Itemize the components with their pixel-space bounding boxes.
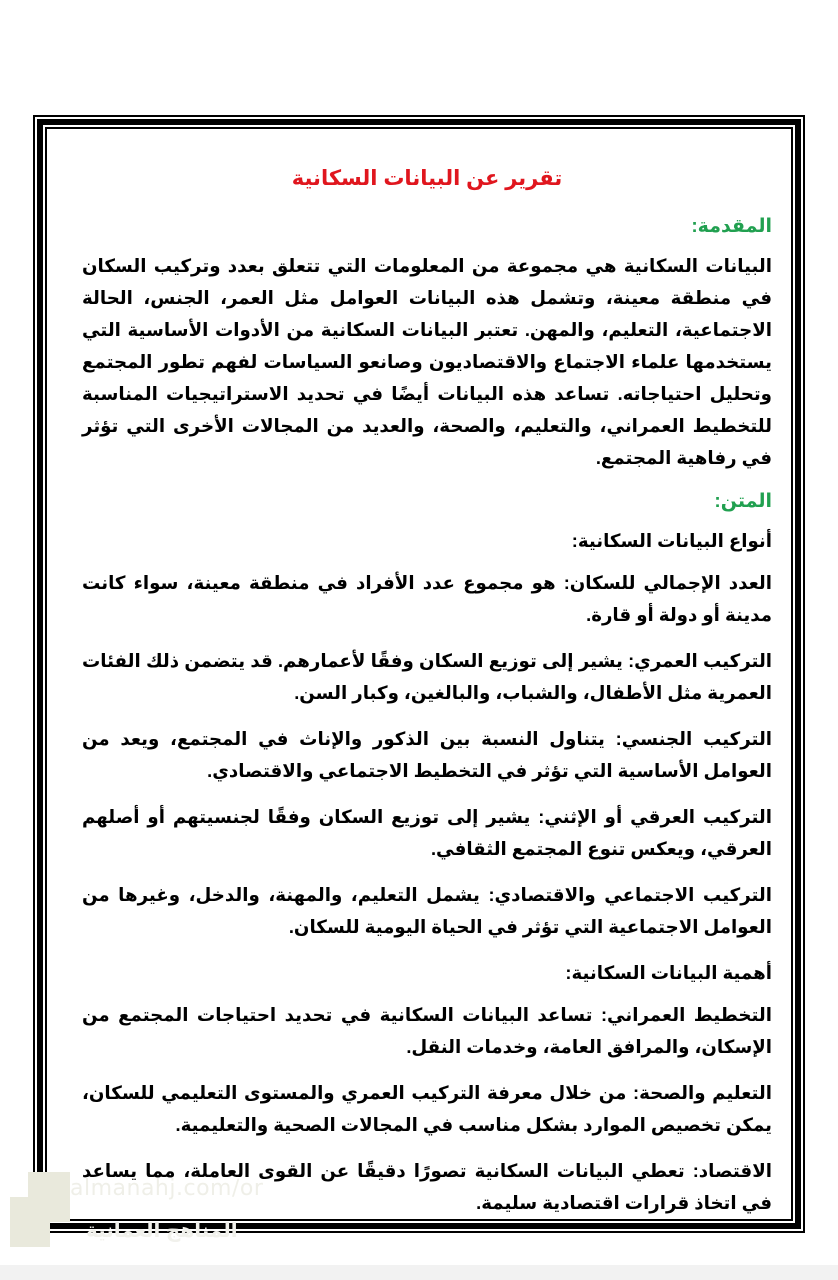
importance-text: من خلال معرفة التركيب العمري والمستوى التعليمي للسكان، يمكن تخصيص الموارد بشكل مناسب في المجالات الصحية والتعليمية. (82, 1083, 772, 1135)
bottom-strip (0, 1265, 838, 1280)
type-text: يتناول النسبة بين الذكور والإناث في المجتمع، ويعد من العوامل الأساسية التي تؤثر في التخطيط الاجتماعي والاقتصادي. (82, 729, 772, 781)
type-term: التركيب العرقي أو الإثني: (538, 807, 772, 827)
watermark-arabic: المناهج العمانية (86, 1220, 238, 1242)
type-item-total-population (82, 567, 772, 631)
type-term: التركيب الجنسي: (615, 729, 773, 749)
document-title: تقرير عن البيانات السكانية (291, 167, 563, 190)
importance-text: تعطي البيانات السكانية تصورًا دقيقًا عن القوى العاملة، مما يساعد في اتخاذ قرارات اقتصادية سليمة. (82, 1161, 772, 1213)
intro-paragraph: البيانات السكانية هي مجموعة من المعلومات التي تتعلق بعدد وتركيب السكان في منطقة معينة، وتشمل هذه البيانات العوامل مثل العمر، الجنس، الحالة الاجتماعية، التعليم، والمهن. تعتبر البيانات السكانية من الأدوات الأساسية التي يستخدمها علماء الاجتماع والاقتصاديون وصانعو السياسات لفهم تطور المجتمع وتحليل احتياجاته. تساعد هذه البيانات أيضًا في تحديد الاستراتيجيات المناسبة للتخطيط العمراني، والتعليم، والصحة، والعديد من المجالات الأخرى التي تؤثر في رفاهية المجتمع. (82, 256, 772, 468)
type-term: التركيب العمري: (628, 651, 773, 671)
body-heading: المتن: (714, 491, 772, 512)
importance-item-urban-planning (82, 999, 772, 1063)
type-term: العدد الإجمالي للسكان: (563, 573, 772, 593)
importance-term: الاقتصاد: (692, 1161, 772, 1181)
type-item-ethnic-structure (82, 801, 772, 865)
watermark-logo-block (28, 1172, 70, 1222)
type-item-age-structure (82, 645, 772, 709)
type-item-sex-structure (82, 723, 772, 787)
importance-heading: أهمية البيانات السكانية: (565, 963, 772, 983)
types-heading: أنواع البيانات السكانية: (571, 531, 772, 551)
type-text: هو مجموع عدد الأفراد في منطقة معينة، سواء كانت مدينة أو دولة أو قارة. (82, 573, 772, 625)
intro-heading: المقدمة: (691, 216, 772, 237)
watermark-url: almanahj.com/or (70, 1176, 264, 1201)
type-text: يشير إلى توزيع السكان وفقًا لجنسيتهم أو أصلهم العرقي، ويعكس تنوع المجتمع الثقافي. (82, 807, 772, 859)
importance-term: التعليم والصحة: (633, 1083, 772, 1103)
importance-term: التخطيط العمراني: (600, 1005, 772, 1025)
type-text: يشمل التعليم، والمهنة، والدخل، وغيرها من العوامل الاجتماعية التي تؤثر في الحياة اليومية للسكان. (82, 885, 772, 937)
importance-text: تساعد البيانات السكانية في تحديد احتياجات المجتمع من الإسكان، والمرافق العامة، وخدمات النقل. (82, 1005, 772, 1057)
type-term: التركيب الاجتماعي والاقتصادي: (488, 885, 772, 905)
type-text: يشير إلى توزيع السكان وفقًا لأعمارهم. قد يتضمن ذلك الفئات العمرية مثل الأطفال، والشباب، والبالغين، وكبار السن. (82, 651, 772, 703)
type-item-socioeconomic-structure (82, 879, 772, 943)
document-content (82, 160, 772, 1233)
importance-item-education-health (82, 1077, 772, 1141)
